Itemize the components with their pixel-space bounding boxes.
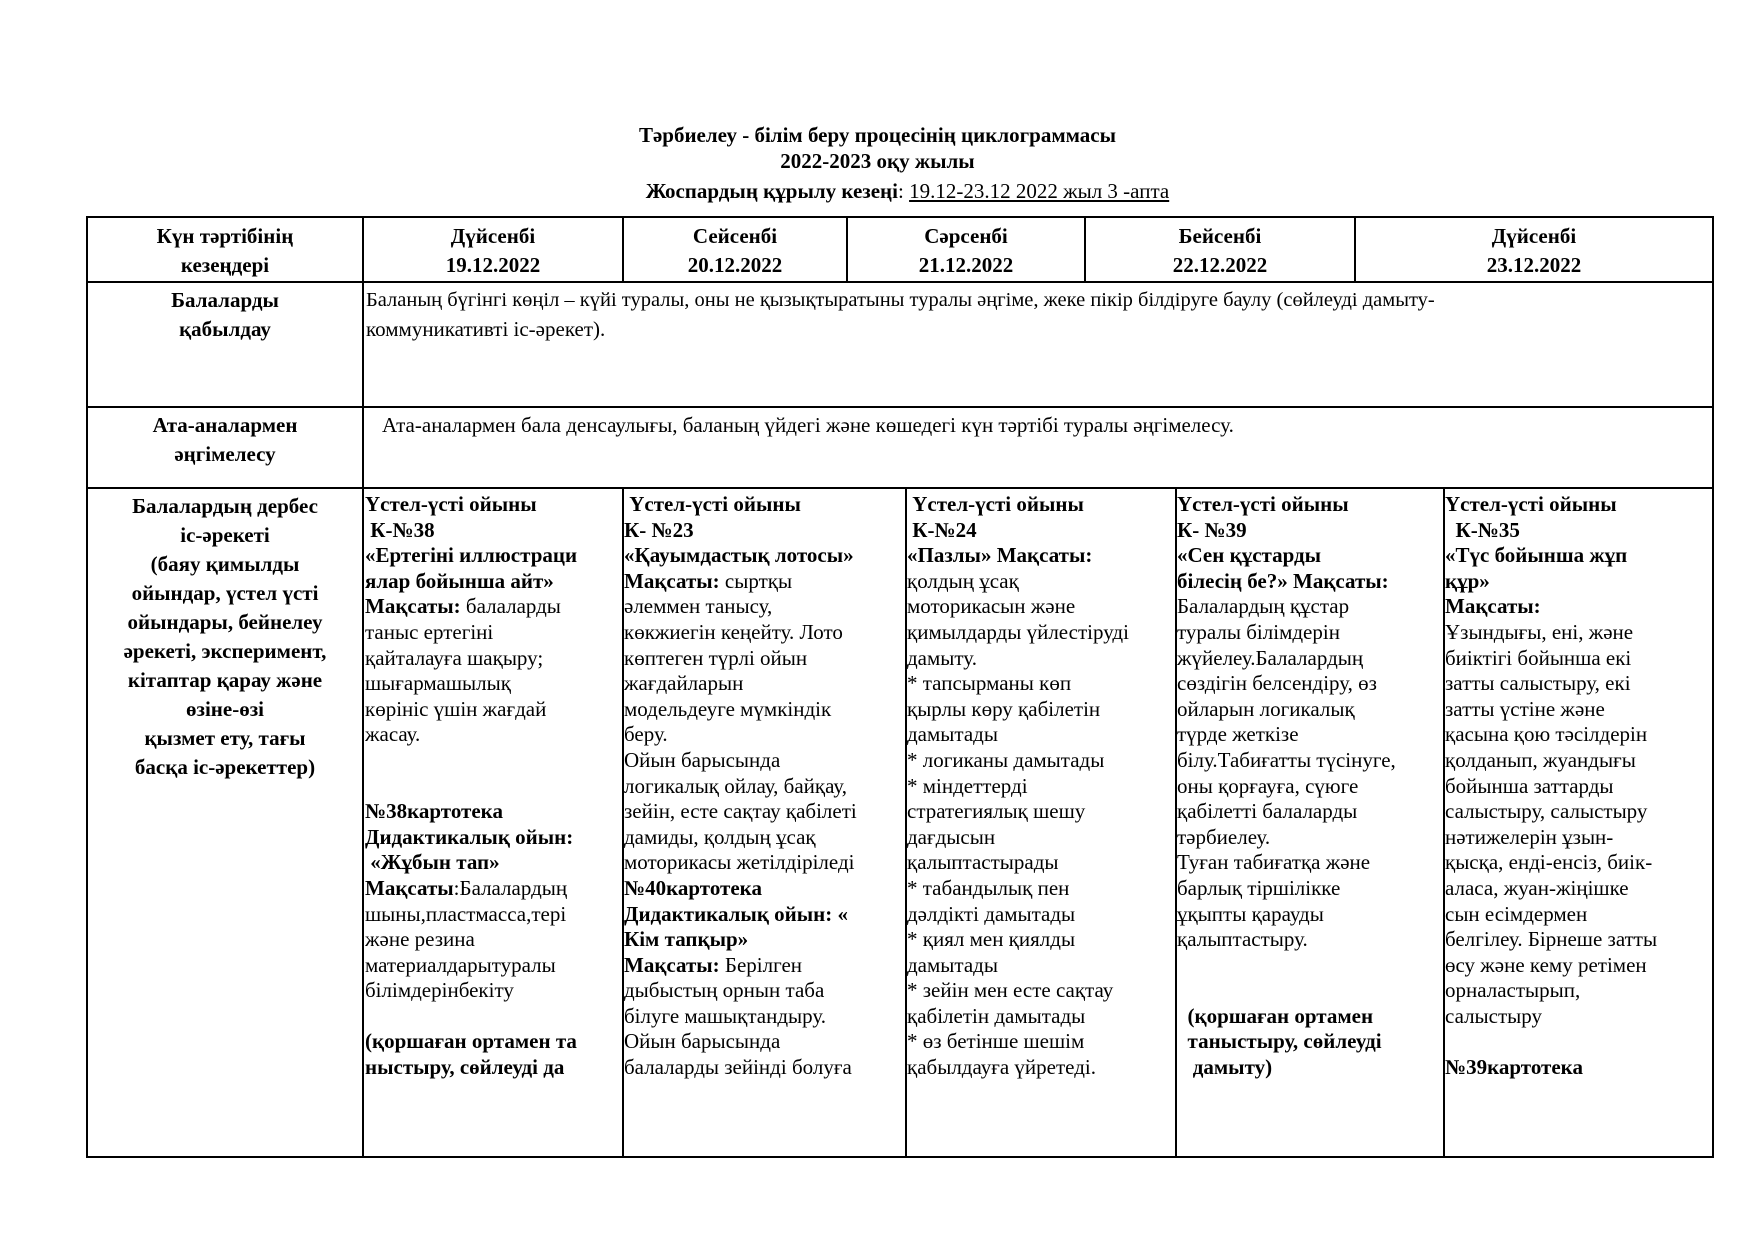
activity-monday — [365, 492, 621, 1154]
activity-line: Мақсаты: Берілген — [624, 952, 803, 977]
plan-period-sep: : — [897, 179, 904, 203]
activity-line: ялар бойынша айт» — [365, 568, 554, 593]
activity-line: Ойын барысында — [624, 747, 781, 772]
activity-line: және резина — [365, 927, 475, 952]
activity-line: бойынша заттарды — [1445, 773, 1614, 798]
label-line: (баяу қимылды — [150, 552, 300, 576]
activity-line: туралы білімдерін — [1177, 619, 1340, 644]
activity-line: «Ертегіні иллюстраци — [365, 543, 578, 568]
row-label-parents — [88, 411, 362, 469]
activity-line: білесің бе?» Мақсаты: — [1177, 568, 1389, 593]
activity-line: жағдайларын — [624, 671, 744, 696]
activity-line: (қоршаған ортамен — [1177, 1003, 1374, 1028]
activity-line: К-№24 — [907, 517, 977, 542]
activity-line: Үстел-үсті ойыны — [624, 492, 801, 516]
activity-line: * логиканы дамытады — [907, 747, 1105, 772]
label-line: ойындары, бейнелеу — [127, 610, 323, 634]
text-line: Баланың бүгінгі көңіл – күйі туралы, оны не қызықтыратыны туралы әңгіме, жеке пікір білдіруге баулу (сөйлеуді дамыту- — [366, 289, 1435, 311]
activity-line: жасау. — [365, 722, 421, 747]
activity-line: дәлдікті дамытады — [907, 901, 1076, 926]
activity-line: Ұзындығы, ені, және — [1445, 619, 1634, 644]
plan-period — [0, 178, 1755, 204]
activity-line: Мақсаты: сыртқы — [624, 568, 793, 593]
activity-line: шыны,пластмасса,тері — [365, 901, 567, 926]
activity-line: * зейін мен есте сақтау — [907, 978, 1114, 1003]
activity-line: «Қауымдастық лотосы» — [624, 543, 854, 568]
label-line: әрекеті, эксперимент, — [123, 639, 327, 663]
activity-line: білуге машықтандыру. — [624, 1003, 827, 1028]
activity-line: барлық тіршілікке — [1177, 875, 1341, 900]
activity-line: «Пазлы» Мақсаты: — [907, 543, 1093, 568]
activity-line: таныстыру, сөйлеуді — [1177, 1029, 1382, 1054]
activity-line — [1445, 1029, 1711, 1055]
table-border-top — [86, 216, 1714, 218]
activity-line: шығармашылық — [365, 671, 511, 696]
activity-line: зейін, есте сақтау қабілеті — [624, 799, 857, 824]
activity-line: №38картотека — [365, 799, 503, 824]
activity-line: Үстел-үсті ойыны — [907, 492, 1084, 516]
day-date: 20.12.2022 — [687, 253, 783, 277]
activity-line: ойларын логикалық — [1177, 696, 1355, 721]
row-label-reception — [88, 286, 362, 344]
activity-line: дамыту) — [1177, 1055, 1273, 1080]
activity-line: Балалардың құстар — [1177, 594, 1350, 619]
label-line: Балаларды — [171, 288, 279, 312]
activity-line: балаларды зейінді болуға — [624, 1055, 852, 1080]
label-line: іс-әрекеті — [180, 523, 270, 547]
text-line: коммуникативті іс-әрекет). — [366, 317, 606, 341]
activity-line: қалыптастыру. — [1177, 927, 1308, 952]
day-name: Сәрсенбі — [924, 224, 1008, 248]
activity-line: аласа, жуан-жіңішке — [1445, 875, 1629, 900]
activity-line: қырлы көру қабілетін — [907, 696, 1101, 721]
activity-line: сөздігін белсендіру, өз — [1177, 671, 1377, 696]
day-name: Дүйсенбі — [1491, 224, 1577, 248]
day-date: 22.12.2022 — [1172, 253, 1268, 277]
header-day-2 — [624, 222, 846, 280]
activity-line: К- №39 — [1177, 517, 1247, 542]
activity-line: түрде жеткізе — [1177, 722, 1299, 747]
parents-text — [382, 411, 1702, 440]
activity-line: қолданып, жуандығы — [1445, 747, 1636, 772]
activity-friday — [1445, 492, 1711, 1154]
activity-line: стратегиялық шешу — [907, 799, 1086, 824]
activity-line: әлеммен танысу, — [624, 594, 773, 619]
activity-line: Мақсаты: балаларды — [365, 594, 561, 619]
activity-line: дамиды, қолдың ұсақ — [624, 824, 816, 849]
table-row-divider-1 — [86, 406, 1714, 408]
academic-year: 2022-2023 оқу жылы — [780, 149, 975, 173]
activity-line: көкжиегін кеңейту. Лото — [624, 619, 843, 644]
activity-line: * міндеттерді — [907, 773, 1028, 798]
text-line: Ата-аналармен бала денсаулығы, баланың үйдегі және көшедегі күн тәртібі туралы әңгімелесу. — [382, 413, 1234, 437]
activity-line: көптеген түрлі ойын — [624, 645, 808, 670]
header-day-4 — [1086, 222, 1354, 280]
label-line: әңгімелесу — [174, 442, 276, 466]
label-line: Ата-аналармен — [152, 413, 298, 437]
label-line: ойындар, үстел үсті — [131, 581, 319, 605]
label-line: қызмет ету, тағы — [144, 726, 306, 750]
activity-line: құр» — [1445, 568, 1490, 593]
activity-line: * қиял мен қиялды — [907, 927, 1076, 952]
activity-line: қысқа, енді-енсіз, биік- — [1445, 850, 1653, 875]
activity-line: К- №23 — [624, 517, 694, 542]
activity-line: салыстыру — [1445, 1003, 1543, 1028]
activity-line: қалыптастырады — [907, 850, 1059, 875]
activity-line: Мақсаты:Балалардың — [365, 875, 568, 900]
day-name: Бейсенбі — [1178, 224, 1262, 248]
activity-line: К-№38 — [365, 517, 435, 542]
reception-text — [366, 286, 1710, 344]
label-line: қабылдау — [179, 317, 271, 341]
day-name: Дүйсенбі — [450, 224, 536, 248]
activity-line — [365, 774, 621, 800]
day-name: Сейсенбі — [692, 224, 778, 248]
plan-period-value: 19.12-23.12 2022 жыл 3 -апта — [909, 179, 1170, 203]
activity-line: нәтижелерін ұзын- — [1445, 824, 1614, 849]
activity-line: Үстел-үсті ойыны — [1177, 492, 1349, 516]
activity-line: дыбыстың орнын таба — [624, 978, 825, 1003]
activity-line: қимылдарды үйлестіруді — [907, 619, 1129, 644]
plan-period-label: Жоспардың құрылу кезеңі — [645, 179, 898, 203]
activity-line — [1177, 978, 1443, 1004]
label-line: өзіне-өзі — [186, 697, 264, 721]
header-day-1 — [364, 222, 622, 280]
activity-line: * табандылық пен — [907, 875, 1070, 900]
activity-line: моторикасы жетілдіріледі — [624, 850, 855, 875]
activity-line: көрініс үшін жағдай — [365, 696, 547, 721]
activity-line: Дидактикалық ойын: — [365, 824, 574, 849]
activity-line — [1177, 953, 1443, 979]
activity-line: дамытады — [907, 952, 998, 977]
activity-line: қабілетті балаларды — [1177, 799, 1358, 824]
activity-line: №40картотека — [624, 875, 762, 900]
activity-line: материалдарытуралы — [365, 952, 556, 977]
activity-line: қасына қою тәсілдерін — [1445, 722, 1648, 747]
activity-line: модельдеуге мүмкіндік — [624, 696, 832, 721]
activity-line: беру. — [624, 722, 668, 747]
activity-line: салыстыру, салыстыру — [1445, 799, 1648, 824]
activity-line: дамыту. — [907, 645, 977, 670]
activity-line: №39картотека — [1445, 1055, 1583, 1080]
activity-line: қабілетін дамытады — [907, 1003, 1086, 1028]
activity-line: биіктігі бойынша екі — [1445, 645, 1632, 670]
activity-line — [365, 1004, 621, 1030]
activity-line: моторикасын және — [907, 594, 1076, 619]
header-regime-line-1: Күн тәртібінің — [156, 224, 294, 248]
activity-line — [365, 748, 621, 774]
activity-line: дамытады — [907, 722, 998, 747]
activity-line: сын есімдермен — [1445, 901, 1588, 926]
day-date: 23.12.2022 — [1486, 253, 1582, 277]
activity-line: К-№35 — [1445, 517, 1520, 542]
activity-line: «Сен құстарды — [1177, 543, 1322, 568]
table-col-divider-1 — [362, 216, 364, 1158]
table-border-right — [1712, 216, 1714, 1158]
header-regime-line-2: кезеңдері — [180, 253, 270, 277]
activity-line: Туған табиғатқа және — [1177, 850, 1371, 875]
activity-line: * тапсырманы көп — [907, 671, 1072, 696]
activity-line: Ойын барысында — [624, 1029, 781, 1054]
header-day-3 — [848, 222, 1084, 280]
activity-line: Кім тапқыр» — [624, 927, 749, 952]
day-date: 21.12.2022 — [918, 253, 1014, 277]
day-date: 19.12.2022 — [445, 253, 541, 277]
label-line: басқа іс-әрекеттер) — [134, 755, 316, 779]
header-day-5 — [1356, 222, 1712, 280]
table-row-divider-2 — [86, 487, 1714, 489]
activity-line: белгілеу. Бірнеше затты — [1445, 927, 1658, 952]
activity-line: таныс ертегіні — [365, 619, 494, 644]
row-label-activity — [88, 492, 362, 782]
activity-line: Мақсаты: — [1445, 594, 1541, 619]
activity-line: Дидактикалық ойын: « — [624, 901, 849, 926]
activity-line: өсу және кему ретімен — [1445, 952, 1647, 977]
activity-thursday — [1177, 492, 1443, 1154]
activity-line: затты үстіне және — [1445, 696, 1605, 721]
activity-line: ныстыру, сөйлеуді да — [365, 1055, 565, 1080]
activity-line: қайталауға шақыру; — [365, 645, 544, 670]
activity-line: білімдерінбекіту — [365, 978, 514, 1003]
activity-tuesday — [624, 492, 905, 1154]
activity-line: «Жұбын тап» — [365, 850, 500, 875]
label-line: Балалардың дербес — [132, 494, 318, 518]
activity-line: дағдысын — [907, 824, 996, 849]
activity-line: «Түс бойынша жұп — [1445, 543, 1628, 568]
activity-line: орналастырып, — [1445, 978, 1581, 1003]
activity-wednesday — [907, 492, 1175, 1154]
activity-line: * өз бетінше шешім — [907, 1029, 1085, 1054]
activity-line: логикалық ойлау, байқау, — [624, 773, 847, 798]
activity-line: қабылдауға үйретеді. — [907, 1055, 1096, 1080]
table-border-bottom — [86, 1156, 1714, 1158]
label-line: кітаптар қарау және — [127, 668, 323, 692]
activity-line: тәрбиелеу. — [1177, 824, 1271, 849]
activity-line: затты салыстыру, екі — [1445, 671, 1631, 696]
activity-line: ұқыпты қарауды — [1177, 901, 1324, 926]
activity-line: қолдың ұсақ — [907, 568, 1019, 593]
activity-line: жүйелеу.Балалардың — [1177, 645, 1364, 670]
activity-line: оны қорғауға, сүюге — [1177, 773, 1359, 798]
table-header-divider — [86, 281, 1714, 283]
activity-line: Үстел-үсті ойыны — [365, 492, 537, 516]
activity-line: Үстел-үсті ойыны — [1445, 492, 1617, 516]
activity-line: (қоршаған ортамен та — [365, 1029, 577, 1054]
document-title: Тәрбиелеу - білім беру процесінің циклограммасы — [638, 123, 1117, 147]
header-regime — [88, 222, 362, 280]
activity-line: білу.Табиғатты түсінуге, — [1177, 747, 1396, 772]
